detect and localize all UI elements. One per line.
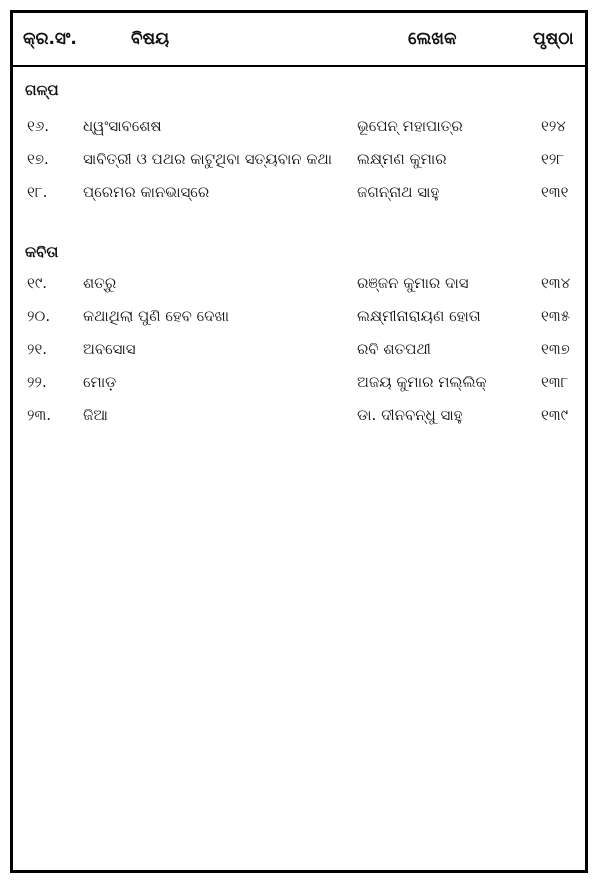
row-author: ରବି ଶତପଥୀ (357, 340, 431, 358)
row-number: ୨୦. (27, 307, 51, 325)
row-page: ୧୨୪ (541, 117, 566, 135)
contents-page-frame (10, 10, 588, 873)
row-subject: ଜିଆ (83, 406, 108, 424)
section-title-poetry: କବିତା (25, 243, 59, 261)
row-number: ୧୬. (27, 117, 50, 135)
table-row (13, 373, 585, 397)
row-page: ୧୨୮ (541, 150, 565, 168)
row-subject: ମୋଡ଼ (83, 373, 117, 391)
row-page: ୧୩୪ (541, 274, 571, 292)
row-subject: ଧ୍ୱଂସାବଶେଷ (83, 117, 162, 135)
table-row (13, 274, 585, 298)
header-page: ପୃଷ୍ଠା (533, 29, 574, 49)
row-number: ୧୮. (27, 183, 48, 201)
table-row (13, 406, 585, 430)
row-author: ରଞ୍ଜନ କୁମାର ଦାସ (357, 274, 469, 292)
row-page: ୧୩୮ (541, 373, 569, 391)
row-number: ୨୩. (27, 406, 52, 424)
row-subject: ଅବସୋସ (83, 340, 136, 358)
table-row (13, 183, 585, 207)
row-subject: କଥାଥିଲା ପୁଣି ହେବ ଦେଖା (83, 307, 230, 325)
row-number: ୨୨. (27, 373, 47, 391)
row-page: ୧୩୧ (541, 183, 569, 201)
table-row (13, 307, 585, 331)
row-subject: ପ୍ରେମର କାନଭାସ୍‌ରେ (83, 183, 210, 201)
row-page: ୧୩୫ (541, 307, 570, 325)
row-number: ୨୧. (27, 340, 48, 358)
row-page: ୧୩୯ (541, 406, 569, 424)
row-author: ଲକ୍ଷ୍ମୀନାରାୟଣ ହୋତା (357, 307, 481, 325)
table-row (13, 150, 585, 174)
row-number: ୧୭. (27, 150, 49, 168)
row-author: ଡା. ଦୀନବନ୍ଧୁ ସାହୁ (357, 406, 463, 424)
table-row (13, 340, 585, 364)
row-author: ଲକ୍ଷ୍ମଣ କୁମାର (357, 150, 447, 168)
header-serial: କ୍ର.ସଂ. (23, 29, 77, 49)
row-number: ୧୯. (27, 274, 48, 292)
header-author: ଲେଖକ (408, 29, 457, 49)
section-title-story: ଗଳ୍ପ (25, 81, 59, 99)
header-subject: ବିଷୟ (131, 29, 170, 49)
row-page: ୧୩୭ (541, 340, 570, 358)
row-author: ଅଜୟ କୁମାର ମଲ୍ଲିକ୍ (357, 373, 487, 391)
table-header (13, 13, 585, 67)
row-author: ଭୂପେନ୍ ମହାପାତ୍ର (357, 117, 463, 135)
table-row (13, 117, 585, 141)
row-author: ଜଗନ୍ନାଥ ସାହୁ (357, 183, 440, 201)
row-subject: ଶତ୍ରୁ (83, 274, 117, 292)
row-subject: ସାବିତ୍ରୀ ଓ ପଥର କାଟୁଥିବା ସତ୍ୟବାନ କଥା (83, 150, 333, 168)
